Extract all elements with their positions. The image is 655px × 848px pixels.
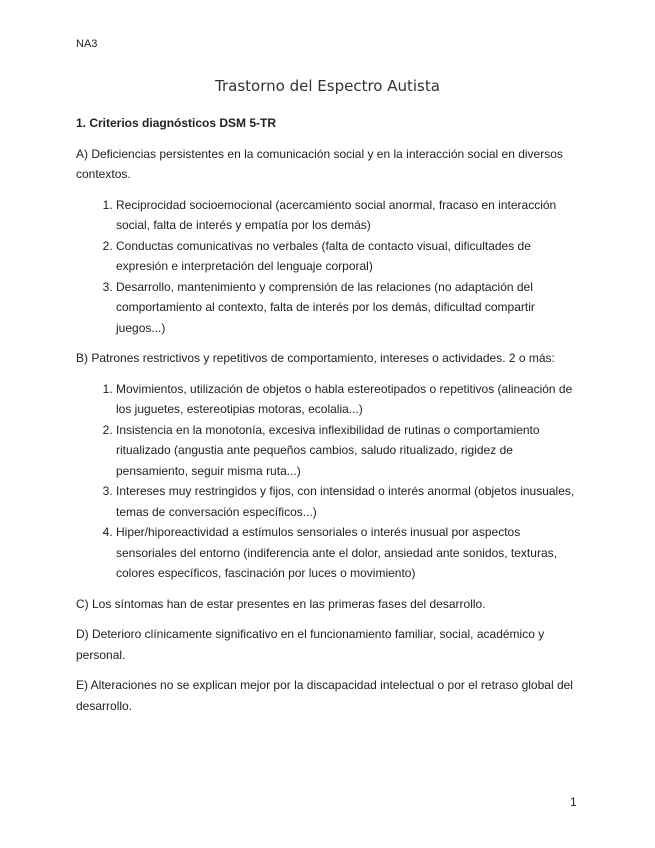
- list-item: 3. Intereses muy restringidos y fijos, con intensidad o interés anormal (objetos inusuales, temas de conversación específicos...): [116, 481, 580, 522]
- page-number: 1: [570, 795, 577, 809]
- page-header: NA3: [76, 38, 98, 50]
- list-item: 2. Insistencia en la monotonía, excesiva inflexibilidad de rutinas o comportamiento ritualizado (angustia ante pequeños cambios, saludo ritualizado, rigidez de pensamiento, seguir misma ruta...): [116, 420, 580, 482]
- document-title: Trastorno del Espectro Autista: [215, 77, 440, 95]
- document-body: [76, 113, 580, 726]
- criterion-d-text: D) Deterioro clínicamente significativo en el funcionamiento familiar, social, académico y personal.: [76, 627, 545, 662]
- criterion-a-text: A) Deficiencias persistentes en la comunicación social y en la interacción social en diversos contextos.: [76, 146, 563, 181]
- criterion-b-list: [76, 379, 580, 584]
- list-item: 4. Hiper/hiporeactividad a estímulos sensoriales o interés inusual por aspectos sensoriales del entorno (indiferencia ante el dolor, ansiedad ante sonidos, texturas, colores específicos, fascinación por luces o movimiento): [116, 522, 580, 584]
- section-title: 1. Criterios diagnósticos DSM 5-TR: [76, 116, 277, 130]
- criterion-e-text: E) Alteraciones no se explican mejor por la discapacidad intelectual o por el retraso global del desarrollo.: [76, 678, 573, 713]
- criterion-a-list: [76, 195, 580, 339]
- list-item: 1. Reciprocidad socioemocional (acercamiento social anormal, fracaso en interacción social, falta de interés y empatía por los demás): [116, 195, 580, 236]
- list-item: 3. Desarrollo, mantenimiento y comprensión de las relaciones (no adaptación del comportamiento al contexto, falta de interés por los demás, dificultad compartir juegos...): [116, 277, 580, 339]
- criterion-c-text: C) Los síntomas han de estar presentes en las primeras fases del desarrollo.: [76, 596, 486, 611]
- list-item: 2. Conductas comunicativas no verbales (falta de contacto visual, dificultades de expresión e interpretación del lenguaje corporal): [116, 236, 580, 277]
- criterion-b-text: B) Patrones restrictivos y repetitivos de comportamiento, intereses o actividades. 2 o más:: [76, 351, 555, 365]
- list-item: 1. Movimientos, utilización de objetos o habla estereotipados o repetitivos (alineación de los juguetes, estereotipias motoras, ecolalia...): [116, 379, 580, 420]
